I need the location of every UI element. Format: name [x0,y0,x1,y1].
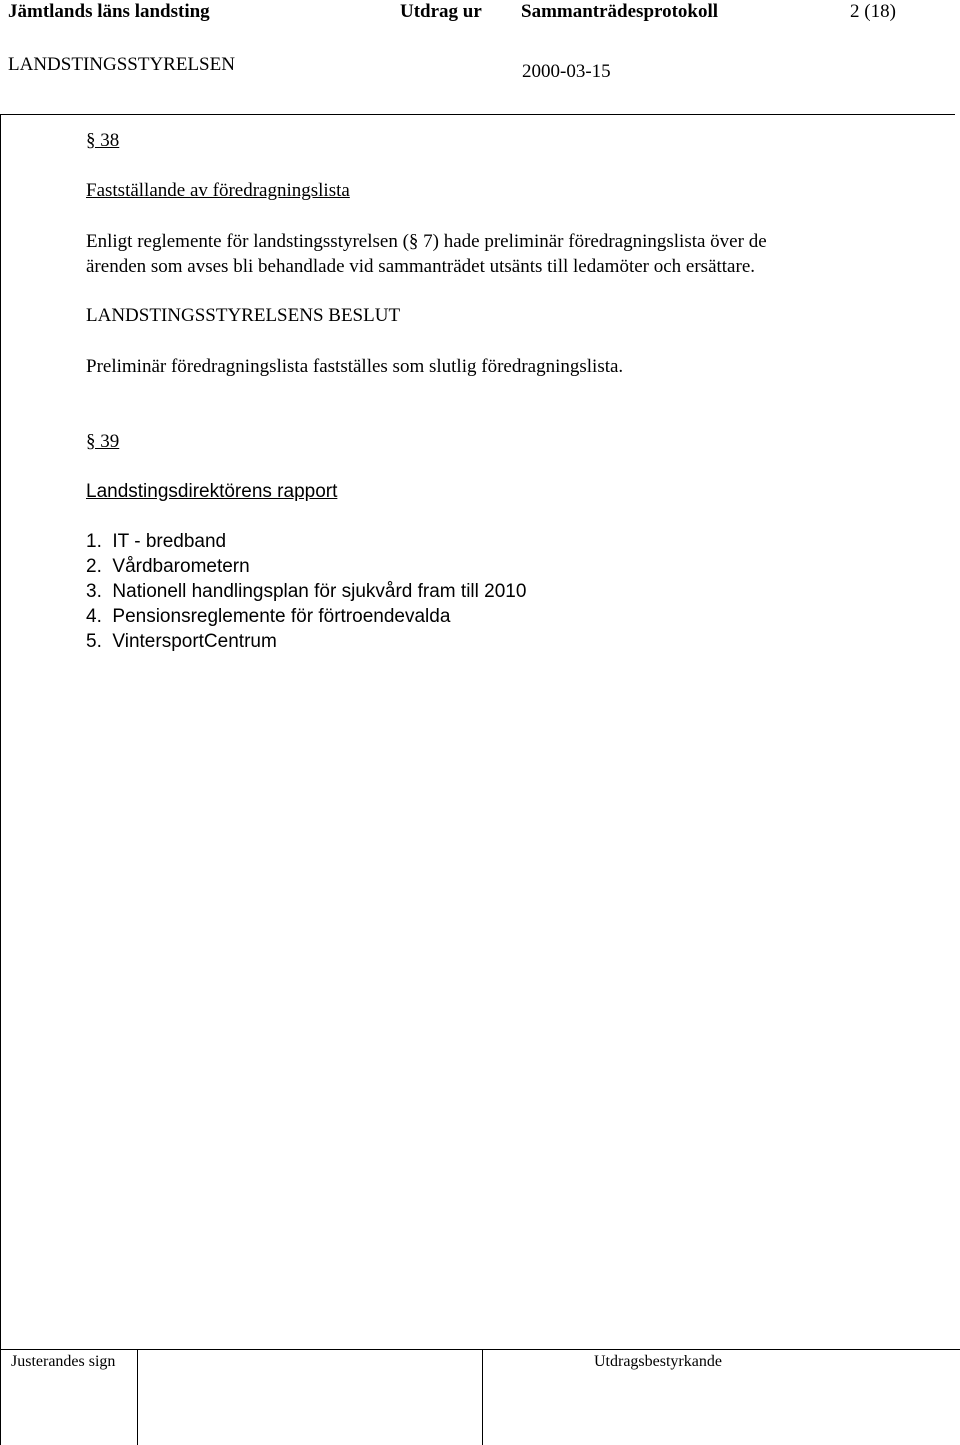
section-body-line: ärenden som avses bli behandlade vid sammanträdet utsänts till ledamöter och ersättare. [86,256,755,277]
list-item: 5. VintersportCentrum [86,631,277,652]
decision-text: Preliminär föredragningslista fastställes som slutlig föredragningslista. [86,356,624,377]
footer-rule [0,1349,960,1350]
section-title: Landstingsdirektörens rapport [86,481,338,502]
document-type: Utdrag ur [400,1,482,22]
footer-divider-2 [482,1349,483,1445]
protocol-title: Sammanträdesprotokoll [521,1,719,22]
list-item: 3. Nationell handlingsplan för sjukvård fram till 2010 [86,581,527,602]
page-number: 2 (18) [850,1,896,22]
list-item: 4. Pensionsreglemente för förtroendevalda [86,606,451,627]
section-number: § 39 [86,431,120,452]
list-item: 2. Vårdbarometern [86,556,250,577]
meeting-date: 2000-03-15 [522,61,611,82]
list-item: 1. IT - bredband [86,531,227,552]
section-title: Fastställande av föredragningslista [86,180,350,201]
organization-name: Jämtlands läns landsting [8,1,210,22]
section-number: § 38 [86,130,120,151]
decision-heading: LANDSTINGSSTYRELSENS BESLUT [86,305,401,326]
footer-divider-1 [137,1349,138,1445]
utdragsbestyrkande-label: Utdragsbestyrkande [594,1353,722,1370]
section-body-line: Enligt reglemente för landstingsstyrelsen (§ 7) hade preliminär föredragningslista över de [86,231,767,252]
header-rule [0,114,955,115]
report-list [86,529,526,654]
committee-name: LANDSTINGSSTYRELSEN [8,54,235,75]
justerandes-sign-label: Justerandes sign [11,1353,116,1370]
left-frame-line [0,114,1,1445]
